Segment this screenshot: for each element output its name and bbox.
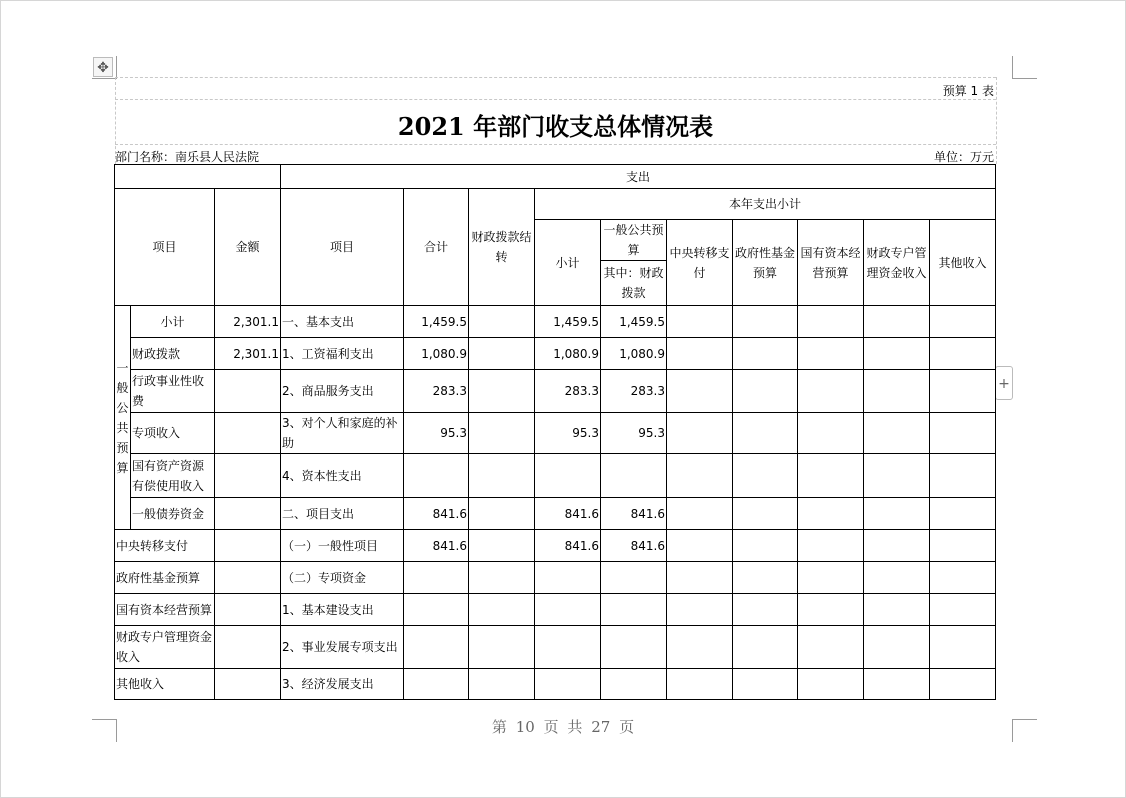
exp-item: （一）一般性项目	[281, 530, 404, 562]
move-handle-icon[interactable]: ✥	[93, 57, 113, 77]
exp-total: 95.3	[404, 413, 469, 454]
table-cell	[798, 530, 864, 562]
header-exp-item: 项目	[281, 189, 404, 306]
table-row	[115, 306, 996, 338]
table-cell	[667, 669, 733, 700]
exp-total	[404, 669, 469, 700]
exp-subtotal	[535, 626, 601, 669]
exp-carryover	[469, 498, 535, 530]
header-state-capital: 国有资本经营预算	[798, 220, 864, 306]
income-item: 国有资产资源有偿使用收入	[131, 454, 215, 498]
unit-label: 单位：万元	[933, 150, 994, 164]
table-cell	[864, 530, 930, 562]
table-cell	[798, 338, 864, 370]
table-cell	[864, 413, 930, 454]
page-footer	[0, 716, 1126, 737]
table-row	[115, 165, 996, 189]
exp-carryover	[469, 562, 535, 594]
header-income-amount: 金额	[215, 189, 281, 306]
table-cell	[733, 498, 798, 530]
table-cell	[733, 626, 798, 669]
table-cell	[930, 306, 996, 338]
budget-number: 预算 1 表	[942, 84, 994, 98]
income-item: 财政拨款	[131, 338, 215, 370]
exp-carryover	[469, 626, 535, 669]
income-amount	[215, 454, 281, 498]
table-cell	[667, 454, 733, 498]
table-cell	[930, 594, 996, 626]
table-cell	[667, 498, 733, 530]
table-cell	[930, 338, 996, 370]
table-cell	[864, 594, 930, 626]
group-label-general-budget: 一般公共预算	[115, 306, 131, 530]
table-cell	[864, 669, 930, 700]
table-cell	[798, 626, 864, 669]
page-title: 2021 年部门收支总体情况表	[397, 112, 714, 141]
table-cell	[667, 370, 733, 413]
exp-carryover	[469, 530, 535, 562]
income-amount	[215, 530, 281, 562]
exp-total: 841.6	[404, 498, 469, 530]
footer-word: 页	[619, 718, 635, 736]
header-total: 合计	[404, 189, 469, 306]
grid-line	[115, 77, 996, 78]
table-row	[115, 370, 996, 413]
exp-item: 3、经济发展支出	[281, 669, 404, 700]
table-cell	[798, 370, 864, 413]
income-item: 中央转移支付	[115, 530, 215, 562]
table-row	[115, 454, 996, 498]
table-cell	[864, 370, 930, 413]
table-cell	[930, 413, 996, 454]
exp-item: 2、商品服务支出	[281, 370, 404, 413]
table-row	[115, 498, 996, 530]
income-amount	[215, 626, 281, 669]
exp-total: 1,459.5	[404, 306, 469, 338]
exp-fiscal: 841.6	[601, 498, 667, 530]
exp-fiscal: 95.3	[601, 413, 667, 454]
table-cell	[864, 626, 930, 669]
exp-total: 841.6	[404, 530, 469, 562]
table-cell	[798, 498, 864, 530]
table-cell	[930, 498, 996, 530]
footer-word: 页	[543, 718, 559, 736]
table-cell	[733, 338, 798, 370]
exp-subtotal: 1,080.9	[535, 338, 601, 370]
exp-carryover	[469, 370, 535, 413]
income-item: 小计	[131, 306, 215, 338]
income-amount	[215, 498, 281, 530]
table-cell	[733, 669, 798, 700]
department-name: 部门名称：南乐县人民法院	[115, 150, 260, 164]
table-row	[115, 594, 996, 626]
table-row	[115, 562, 996, 594]
exp-subtotal	[535, 454, 601, 498]
table-cell	[667, 530, 733, 562]
table-cell	[733, 413, 798, 454]
income-item: 其他收入	[115, 669, 215, 700]
exp-subtotal: 283.3	[535, 370, 601, 413]
exp-total: 1,080.9	[404, 338, 469, 370]
exp-fiscal: 1,080.9	[601, 338, 667, 370]
table-cell	[733, 530, 798, 562]
exp-carryover	[469, 594, 535, 626]
exp-carryover	[469, 669, 535, 700]
exp-carryover	[469, 454, 535, 498]
grid-line	[115, 99, 996, 100]
table-cell	[864, 306, 930, 338]
table-cell	[667, 562, 733, 594]
budget-table	[114, 164, 996, 700]
header-year-subtotal: 本年支出小计	[535, 189, 996, 220]
crop-mark-top-left	[92, 56, 117, 79]
income-amount	[215, 594, 281, 626]
exp-total	[404, 626, 469, 669]
table-cell	[667, 594, 733, 626]
table-row	[115, 669, 996, 700]
header-central-transfer: 中央转移支付	[667, 220, 733, 306]
income-amount	[215, 370, 281, 413]
exp-subtotal: 95.3	[535, 413, 601, 454]
exp-item: 1、基本建设支出	[281, 594, 404, 626]
table-cell	[930, 669, 996, 700]
table-cell	[864, 498, 930, 530]
table-cell	[667, 626, 733, 669]
plus-icon[interactable]: +	[995, 366, 1013, 400]
exp-item: （二）专项资金	[281, 562, 404, 594]
table-cell	[733, 306, 798, 338]
table-row	[115, 338, 996, 370]
table-row	[115, 413, 996, 454]
exp-carryover	[469, 413, 535, 454]
table-cell	[798, 594, 864, 626]
exp-fiscal: 283.3	[601, 370, 667, 413]
income-amount	[215, 669, 281, 700]
income-item: 国有资本经营预算	[115, 594, 215, 626]
table-cell	[733, 594, 798, 626]
header-other: 其他收入	[930, 220, 996, 306]
exp-fiscal	[601, 594, 667, 626]
table-cell	[930, 530, 996, 562]
footer-word: 第	[491, 718, 507, 736]
exp-item: 3、对个人和家庭的补助	[281, 413, 404, 454]
exp-fiscal: 841.6	[601, 530, 667, 562]
grid-line	[996, 77, 997, 164]
table-cell	[733, 454, 798, 498]
income-item: 专项收入	[131, 413, 215, 454]
table-cell	[798, 306, 864, 338]
header-carryover: 财政拨款结转	[469, 189, 535, 306]
header-fiscal-special: 财政专户管理资金收入	[864, 220, 930, 306]
footer-word: 共	[567, 718, 583, 736]
income-amount	[215, 562, 281, 594]
exp-item: 4、资本性支出	[281, 454, 404, 498]
exp-total	[404, 454, 469, 498]
table-cell	[930, 562, 996, 594]
exp-fiscal	[601, 669, 667, 700]
header-gov-fund: 政府性基金预算	[733, 220, 798, 306]
table-header-area	[115, 77, 996, 164]
table-cell	[798, 454, 864, 498]
exp-fiscal	[601, 562, 667, 594]
exp-subtotal: 841.6	[535, 498, 601, 530]
table-row	[115, 626, 996, 669]
income-amount: 2,301.1	[215, 306, 281, 338]
table-row	[115, 530, 996, 562]
exp-subtotal: 1,459.5	[535, 306, 601, 338]
header-income-item: 项目	[115, 189, 215, 306]
exp-subtotal	[535, 594, 601, 626]
header-expenditure: 支出	[281, 165, 996, 189]
exp-subtotal	[535, 669, 601, 700]
exp-item: 2、事业发展专项支出	[281, 626, 404, 669]
exp-fiscal	[601, 626, 667, 669]
table-cell	[864, 338, 930, 370]
table-cell	[667, 413, 733, 454]
exp-item: 一、基本支出	[281, 306, 404, 338]
table-cell	[667, 306, 733, 338]
exp-fiscal	[601, 454, 667, 498]
table-cell	[930, 370, 996, 413]
income-amount: 2,301.1	[215, 338, 281, 370]
exp-total: 283.3	[404, 370, 469, 413]
crop-mark-top-right	[1012, 56, 1037, 79]
table-cell	[930, 454, 996, 498]
income-amount	[215, 413, 281, 454]
income-item: 行政事业性收费	[131, 370, 215, 413]
table-cell	[115, 165, 281, 189]
exp-carryover	[469, 306, 535, 338]
exp-item: 1、工资福利支出	[281, 338, 404, 370]
table-row	[115, 189, 996, 220]
grid-line	[115, 144, 996, 145]
exp-carryover	[469, 338, 535, 370]
total-page-number: 27	[591, 718, 611, 736]
table-cell	[864, 454, 930, 498]
table-cell	[733, 370, 798, 413]
current-page-number: 10	[515, 718, 535, 736]
exp-item: 二、项目支出	[281, 498, 404, 530]
table-cell	[864, 562, 930, 594]
exp-subtotal	[535, 562, 601, 594]
income-item: 一般债券资金	[131, 498, 215, 530]
income-item: 财政专户管理资金收入	[115, 626, 215, 669]
exp-subtotal: 841.6	[535, 530, 601, 562]
table-cell	[667, 338, 733, 370]
exp-total	[404, 562, 469, 594]
header-general-budget: 一般公共预算	[601, 220, 667, 261]
income-item: 政府性基金预算	[115, 562, 215, 594]
table-cell	[798, 669, 864, 700]
table-cell	[798, 562, 864, 594]
header-of-which-fiscal: 其中：财政拨款	[601, 261, 667, 306]
exp-fiscal: 1,459.5	[601, 306, 667, 338]
table-cell	[930, 626, 996, 669]
table-cell	[733, 562, 798, 594]
header-subtotal: 小计	[535, 220, 601, 306]
table-cell	[798, 413, 864, 454]
exp-total	[404, 594, 469, 626]
